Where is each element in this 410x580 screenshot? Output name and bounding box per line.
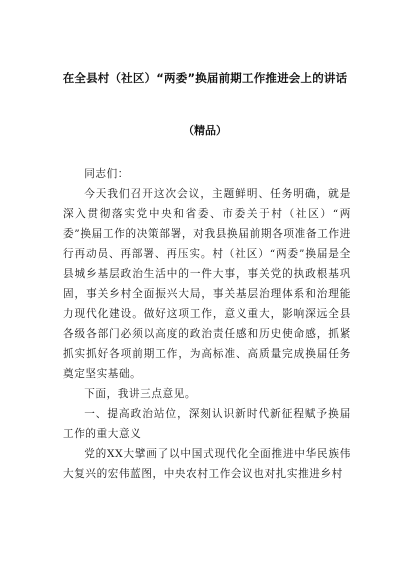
paragraph-transition: 下面，我讲三点意见。 — [84, 388, 197, 400]
document-subtitle: （精品） — [183, 124, 227, 137]
document-body — [63, 164, 351, 484]
section-heading-1: 一、提高政治站位，深刻认识新时代新征程赋予换届工作的重大意义 — [63, 408, 351, 440]
paragraph-section-1: 党的XX大擘画了以中国式现代化全面推进中华民族伟大复兴的宏伟蓝图，中央农村工作会议也对扎实推进乡村 — [63, 448, 351, 480]
greeting: 同志们： — [84, 168, 129, 180]
document-title: 在全县村（社区）“两委”换届前期工作推进会上的讲话 — [62, 71, 348, 85]
paragraph-intro: 今天我们召开这次会议，主题鲜明、任务明确，就是深入贯彻落实党中央和省委、市委关于村（社区）“两委”换届工作的决策部署，对我县换届前期各项准备工作进行再动员、再部署、再压实。村（社区）“两委”换届是全县城乡基层政治生活中的一件大事，事关党的执政根基巩固，事关乡村全面振兴大局，事关基层治理体系和治理能力现代化建设。做好这项工作，意义重大，影响深远全县各级各部门必须以高度的政治责任感和历史使命感，抓紧抓实抓好各项前期工作，为高标准、高质量完成换届任务奠定坚实基础。 — [63, 188, 351, 380]
